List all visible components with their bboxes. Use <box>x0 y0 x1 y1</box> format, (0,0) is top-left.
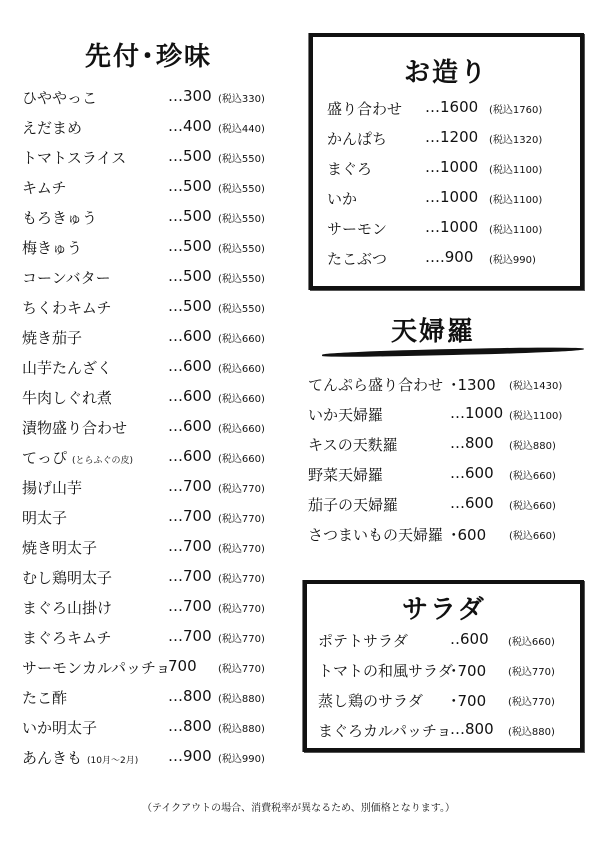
item-tax-price: (税込770) <box>218 634 265 645</box>
item-tax-price: (税込660) <box>509 501 556 512</box>
item-price: …800 <box>168 717 212 735</box>
item-tax-price: (税込550) <box>218 184 265 195</box>
menu-item <box>22 357 292 387</box>
item-price: …500 <box>168 177 212 195</box>
item-tax-price: (税込550) <box>218 274 265 285</box>
menu-item <box>318 690 580 720</box>
item-price: …800 <box>168 687 212 705</box>
menu-item <box>308 434 583 464</box>
item-name: いか明太子 <box>22 719 98 737</box>
item-tax-price: (税込660) <box>218 364 265 375</box>
item-tax-price: (税込880) <box>218 694 265 705</box>
item-name: 焼き茄子 <box>22 329 83 347</box>
menu-item <box>22 447 292 477</box>
item-name: 山芋たんざく <box>22 359 113 377</box>
item-name: いか天婦羅 <box>308 406 384 424</box>
item-price: …900 <box>168 747 212 765</box>
menu-item <box>308 494 583 524</box>
item-price: …800 <box>450 434 494 452</box>
item-tax-price: (税込770) <box>218 514 265 525</box>
item-tax-price: (税込770) <box>508 697 555 708</box>
item-name: もろきゅう <box>22 209 98 227</box>
item-note: (10月～2月) <box>87 756 139 766</box>
menu-item <box>22 417 292 447</box>
item-name: てっぴ (とらふぐの皮) <box>22 449 134 467</box>
item-name: たこぶつ <box>327 250 388 268</box>
item-tax-price: (税込550) <box>218 214 265 225</box>
item-name: まぐろカルパッチョ <box>318 722 452 740</box>
menu-item <box>22 687 292 717</box>
menu-item <box>327 218 572 248</box>
menu-item <box>327 248 572 278</box>
item-name: 盛り合わせ <box>327 100 403 118</box>
item-name: まぐろキムチ <box>22 629 112 647</box>
item-price: …1000 <box>425 158 479 176</box>
item-price: …400 <box>168 117 212 135</box>
menu-item <box>22 747 292 777</box>
item-name: てんぷら盛り合わせ <box>308 376 444 394</box>
menu-item <box>22 717 292 747</box>
menu-item <box>22 567 292 597</box>
item-price: …300 <box>168 87 212 105</box>
item-name: むし鶏明太子 <box>22 569 113 587</box>
menu-item <box>22 297 292 327</box>
item-tax-price: (税込660) <box>218 454 265 465</box>
menu-item <box>22 627 292 657</box>
menu-item <box>22 117 292 147</box>
menu-item <box>22 87 292 117</box>
item-name: 焼き明太子 <box>22 539 98 557</box>
item-price: ･700 <box>450 692 487 710</box>
menu-item <box>327 188 572 218</box>
item-price: …700 <box>168 537 212 555</box>
menu-item <box>22 327 292 357</box>
item-tax-price: (税込660) <box>509 471 556 482</box>
item-name: サーモン <box>327 220 388 238</box>
item-tax-price: (税込770) <box>218 484 265 495</box>
menu-item <box>318 720 580 750</box>
item-tax-price: (税込660) <box>218 334 265 345</box>
item-tax-price: (税込660) <box>218 424 265 435</box>
menu-item <box>327 98 572 128</box>
menu-item <box>308 524 583 554</box>
menu-item <box>327 128 572 158</box>
item-price: 700 <box>168 657 197 675</box>
item-name: トマトの和風サラダ <box>318 662 453 680</box>
item-tax-price: (税込660) <box>509 531 556 542</box>
item-name: コーンバター <box>22 269 111 287</box>
item-price: …600 <box>168 387 212 405</box>
item-price: …600 <box>168 447 212 465</box>
item-price: …500 <box>168 147 212 165</box>
tempura-title: 天婦羅 <box>391 317 476 347</box>
item-name: キスの天麩羅 <box>308 436 398 454</box>
item-name: 蒸し鶏のサラダ <box>318 692 423 710</box>
item-tax-price: (税込1760) <box>489 105 543 116</box>
item-tax-price: (税込770) <box>218 664 265 675</box>
item-tax-price: (税込990) <box>218 754 265 765</box>
menu-item <box>22 657 292 687</box>
item-price: …800 <box>450 720 494 738</box>
item-name: サーモンカルパッチョ <box>22 659 171 677</box>
item-name: トマトスライス <box>22 149 127 167</box>
item-tax-price: (税込330) <box>218 94 265 105</box>
item-tax-price: (税込770) <box>508 667 555 678</box>
menu-item <box>22 177 292 207</box>
item-name: さつまいもの天婦羅 <box>308 526 444 544</box>
item-price: …1000 <box>425 218 479 236</box>
item-name: かんぱち <box>327 130 388 148</box>
sashimi-title: お造り <box>404 58 489 88</box>
item-price: ･700 <box>450 662 487 680</box>
menu-item <box>308 374 583 404</box>
item-name: ポテトサラダ <box>318 632 408 650</box>
item-price: …600 <box>168 357 212 375</box>
menu-item <box>327 158 572 188</box>
item-name: いか <box>327 190 358 208</box>
item-tax-price: (税込440) <box>218 124 265 135</box>
item-price: …500 <box>168 267 212 285</box>
item-price: ･1300 <box>450 376 496 394</box>
item-price: ‥600 <box>450 630 489 648</box>
item-tax-price: (税込550) <box>218 304 265 315</box>
item-tax-price: (税込1100) <box>489 225 543 236</box>
menu-item <box>22 147 292 177</box>
item-tax-price: (税込1100) <box>489 195 543 206</box>
menu-item <box>22 267 292 297</box>
menu-item <box>318 660 580 690</box>
item-name: あんきも (10月～2月) <box>22 749 139 767</box>
item-tax-price: (税込770) <box>218 604 265 615</box>
item-name: 漬物盛り合わせ <box>22 419 128 437</box>
item-name: えだまめ <box>22 119 83 137</box>
item-price: …500 <box>168 297 212 315</box>
menu-item <box>308 404 583 434</box>
menu-item <box>22 507 292 537</box>
menu-item <box>308 464 583 494</box>
item-tax-price: (税込1320) <box>489 135 543 146</box>
item-name: ちくわキムチ <box>22 299 112 317</box>
item-price: …1200 <box>425 128 479 146</box>
salad-title: サラダ <box>402 595 486 625</box>
item-tax-price: (税込660) <box>218 394 265 405</box>
item-price: …1000 <box>450 404 504 422</box>
item-price: …500 <box>168 207 212 225</box>
item-name: 茄子の天婦羅 <box>308 496 399 514</box>
item-tax-price: (税込550) <box>218 154 265 165</box>
item-name: まぐろ <box>327 160 373 178</box>
menu-item <box>22 207 292 237</box>
item-tax-price: (税込1430) <box>509 381 563 392</box>
item-tax-price: (税込1100) <box>509 411 563 422</box>
item-name: 揚げ山芋 <box>22 479 83 497</box>
menu-item <box>22 387 292 417</box>
item-price: ….900 <box>425 248 474 266</box>
item-price: …700 <box>168 567 212 585</box>
item-price: …600 <box>168 417 212 435</box>
item-name: 明太子 <box>22 509 68 527</box>
item-price: …1600 <box>425 98 479 116</box>
item-price: …700 <box>168 597 212 615</box>
item-name: 野菜天婦羅 <box>308 466 384 484</box>
item-price: …600 <box>450 464 494 482</box>
menu-item <box>318 630 580 660</box>
menu-item <box>22 597 292 627</box>
item-tax-price: (税込1100) <box>489 165 543 176</box>
item-name: キムチ <box>22 179 67 197</box>
item-tax-price: (税込880) <box>509 441 556 452</box>
item-price: …700 <box>168 507 212 525</box>
item-name: まぐろ山掛け <box>22 599 113 617</box>
item-tax-price: (税込770) <box>218 574 265 585</box>
item-tax-price: (税込660) <box>508 637 555 648</box>
item-tax-price: (税込880) <box>218 724 265 735</box>
menu-item <box>22 477 292 507</box>
item-name: たこ酢 <box>22 689 68 707</box>
item-tax-price: (税込550) <box>218 244 265 255</box>
item-name: 梅きゅう <box>22 239 83 257</box>
item-tax-price: (税込990) <box>489 255 536 266</box>
item-price: …1000 <box>425 188 479 206</box>
takeout-note: （テイクアウトの場合、消費税率が異なるため、別価格となります。） <box>142 803 455 814</box>
item-price: ･600 <box>450 526 487 544</box>
item-price: …600 <box>168 327 212 345</box>
appetizers-title: 先付･珍味 <box>85 42 213 72</box>
item-name: 牛肉しぐれ煮 <box>22 389 113 407</box>
menu-item <box>22 237 292 267</box>
item-price: …700 <box>168 477 212 495</box>
item-note: (とらふぐの皮) <box>72 456 134 466</box>
item-price: …500 <box>168 237 212 255</box>
menu-item <box>22 537 292 567</box>
item-tax-price: (税込880) <box>508 727 555 738</box>
item-name: ひややっこ <box>22 89 98 107</box>
item-price: …600 <box>450 494 494 512</box>
item-tax-price: (税込770) <box>218 544 265 555</box>
item-price: …700 <box>168 627 212 645</box>
